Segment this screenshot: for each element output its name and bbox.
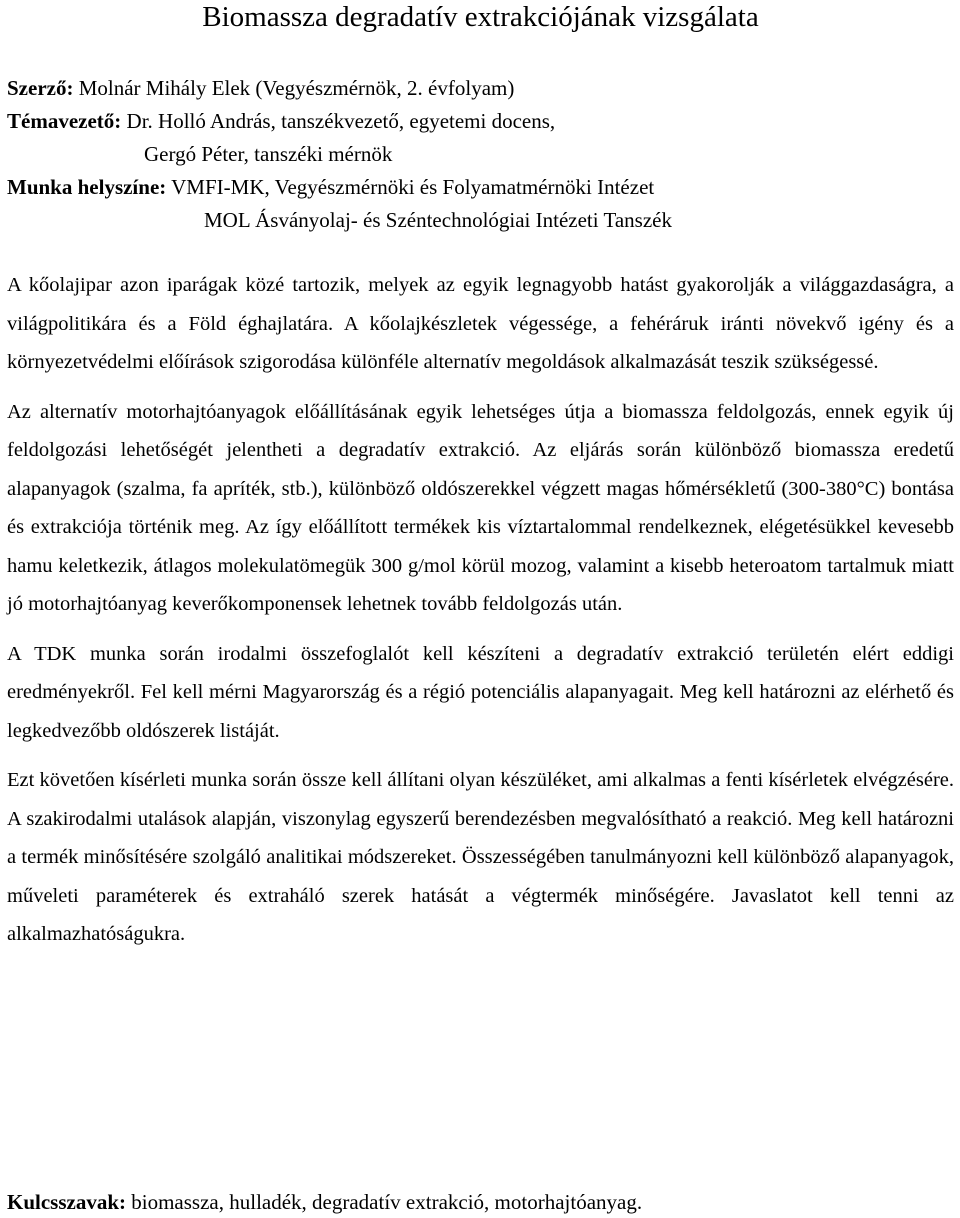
paragraph-alternative-fuels: Az alternatív motorhajtóanyagok előállításának egyik lehetséges útja a biomassza feldolgozás, ennek egyik új feldolgozási lehetőségét jelentheti a degradatív extrakció. Az eljárás során különböző biomassza eredetű alapanyagok (szalma, fa apríték, stb.), különböző oldószerekkel végzett magas hőmérsékletű (300-380°C) bontása és extrakciója történik meg. Az így előállított termékek kis víztartalommal rendelkeznek, elégetésükkel kevesebb hamu keletkezik, átlagos molekulatömegük 300 g/mol körül mozog, valamint a kisebb heteroatom tartalmuk miatt jó motorhajtóanyag keverőkomponensek lehetnek tovább feldolgozás után. [7,400,954,615]
paragraph-intro: A kőolajipar azon iparágak közé tartozik, melyek az egyik legnagyobb hatást gyakorolják a világgazdaságra, a világpolitikára és a Föld éghajlatára. A kőolajkészletek végessége, a fehéráruk iránti növekvő igény és a környezetvédelmi előírások szigorodása különféle alternatív megoldások alkalmazását teszik szükségessé. [7,274,954,373]
paragraph-tdk-task: A TDK munka során irodalmi összefoglalót kell készíteni a degradatív extrakció területén elért eddigi eredményekről. Fel kell mérni Magyarország és a régió potenciális alapanyagait. Meg kell határozni az elérhető és legkedvezőbb oldószerek listáját. [7,642,954,742]
location-value-1: VMFI-MK, Vegyészmérnöki és Folyamatmérnöki Intézet [171,175,655,199]
page-title: Biomassza degradatív extrakciójának vizsgálata [202,1,759,33]
supervisor-value-2: Gergó Péter, tanszéki mérnök [144,142,393,166]
location-label: Munka helyszíne: [7,175,167,199]
supervisor-label: Témavezető: [7,109,122,133]
supervisor-value-1: Dr. Holló András, tanszékvezető, egyetemi docens, [126,109,556,133]
paragraph-experimental: Ezt követően kísérleti munka során össze kell állítani olyan készüléket, ami alkalmas a fenti kísérletek elvégzésére. A szakirodalmi utalások alapján, viszonylag egyszerű berendezésben megvalósítható a reakció. Meg kell határozni a termék minősítésére szolgáló analitikai módszereket. Összességében tanulmányozni kell különböző alapanyagok, műveleti paraméterek és extraháló szerek hatását a végtermék minőségére. Javaslatot kell tenni az alkalmazhatóságukra. [7,769,954,945]
author-label: Szerző: [7,76,74,100]
author-value: Molnár Mihály Elek (Vegyészmérnök, 2. évfolyam) [78,76,515,100]
keywords-row [7,1188,642,1216]
keywords-value: biomassza, hulladék, degradatív extrakció, motorhajtóanyag. [131,1190,643,1214]
supervisor-row-2 [7,138,672,171]
location-value-2: MOL Ásványolaj- és Széntechnológiai Intézeti Tanszék [204,208,672,232]
meta-block [7,72,672,237]
location-row [7,171,672,204]
keywords-label: Kulcsszavak: [7,1190,127,1214]
body-text [7,266,954,965]
author-row [7,72,672,105]
location-row-2 [7,204,672,237]
supervisor-row [7,105,672,138]
